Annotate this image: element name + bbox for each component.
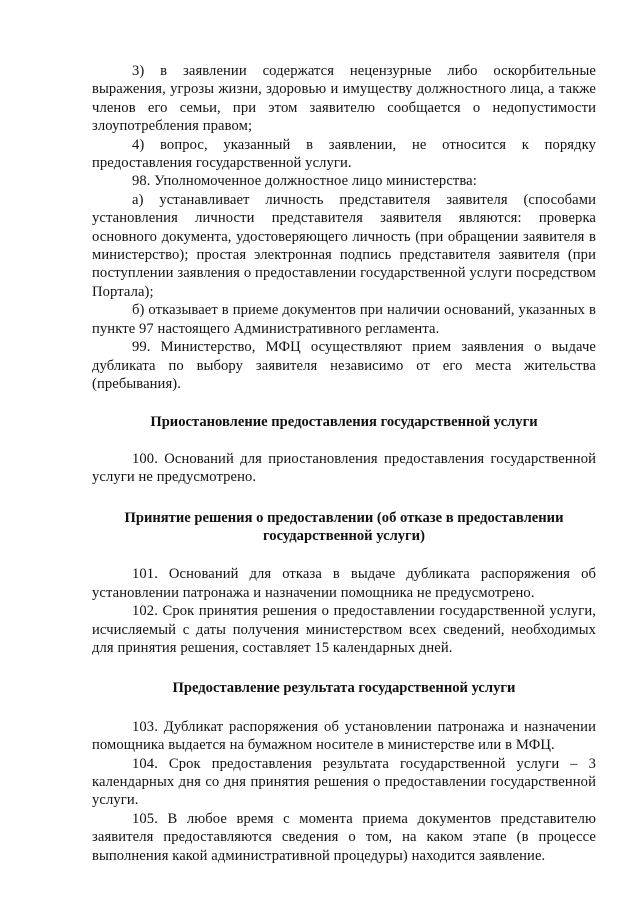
- paragraph-clause-3: 3) в заявлении содержатся нецензурные либо оскорбительные выражения, угрозы жизни, здоровью и имуществу должностного лица, а также членов его семьи, при этом заявителю сообщается о недопустимости злоупотребления правом;: [92, 63, 596, 135]
- paragraph-clause-4: 4) вопрос, указанный в заявлении, не относится к порядку предоставления государственной услуги.: [92, 136, 596, 172]
- paragraph-103: 103. Дубликат распоряжения об установлении патронажа и назначении помощника выдается на бумажном носителе в министерстве или в МФЦ.: [92, 718, 596, 754]
- paragraph-98: 98. Уполномоченное должностное лицо министерства:: [132, 173, 477, 190]
- section-heading-result: Предоставление результата государственной услуги: [172, 680, 516, 697]
- paragraph-101: 101. Оснований для отказа в выдаче дубликата распоряжения об установлении патронажа и назначении помощника не предусмотрено.: [92, 566, 596, 601]
- section-heading-decision: Принятие решения о предоставлении (об отказе в предоставлении государственной услуги): [124, 509, 564, 544]
- section-heading-suspension: Приостановление предоставления государственной услуги: [150, 414, 538, 431]
- paragraph-104: 104. Срок предоставления результата государственной услуги – 3 календарных дня со дня принятия решения о предоставлении государственной услуги.: [92, 755, 596, 809]
- paragraph-102: 102. Срок принятия решения о предоставлении государственной услуги, исчисляемый с даты получения министерством всех сведений, необходимых для принятия решения, составляет 15 календарных дней.: [92, 603, 596, 656]
- paragraph-98-a: а) устанавливает личность представителя заявителя (способами установления личности представителя заявителя являются: проверка основного документа, удостоверяющего личность (при обращении заявителя в министерство); простая электронная подпись представителя заявителя (при поступлении заявления о предоставлении государственной услуги посредством Портала);: [92, 191, 596, 300]
- paragraph-99: 99. Министерство, МФЦ осуществляют прием заявления о выдаче дубликата по выбору заявителя независимо от его места жительства (пребывания).: [92, 339, 596, 392]
- document-page: [92, 62, 596, 865]
- paragraph-105: 105. В любое время с момента приема документов представителю заявителя предоставляются сведения о том, на каком этапе (в процессе выполнения какой административной процедуры) находится заявление.: [92, 810, 596, 864]
- paragraph-98-b: б) отказывает в приеме документов при наличии оснований, указанных в пункте 97 настоящего Административного регламента.: [92, 302, 596, 337]
- paragraph-100: 100. Оснований для приостановления предоставления государственной услуги не предусмотрено.: [92, 450, 596, 486]
